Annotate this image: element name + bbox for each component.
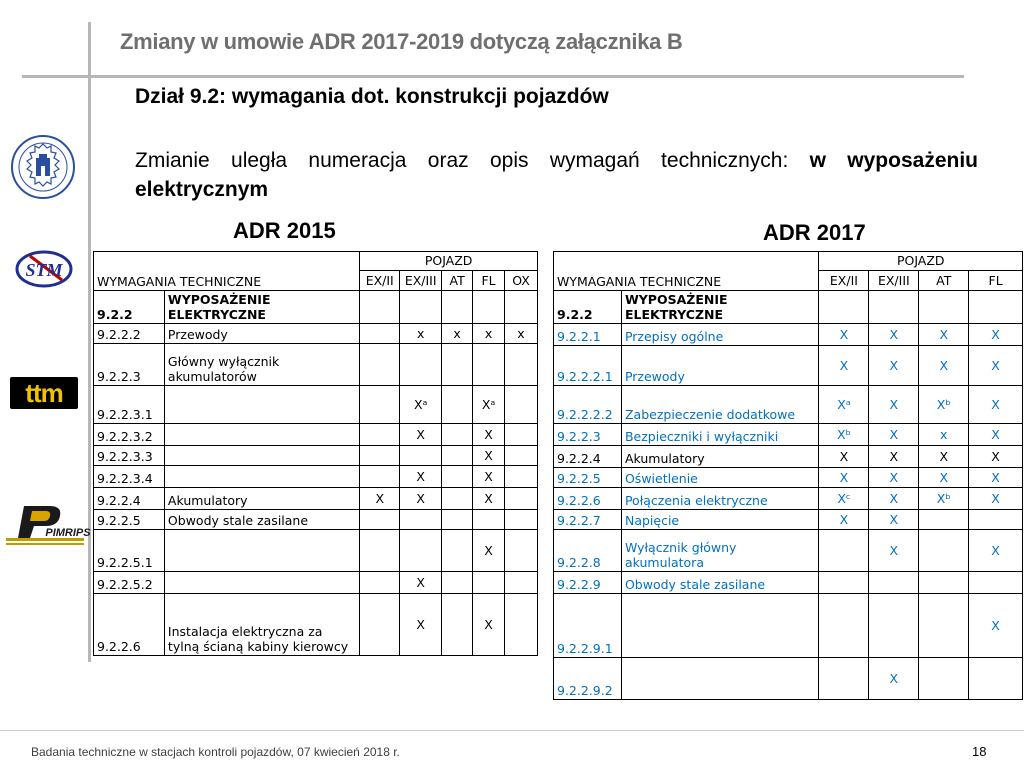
mark-cell: X [969,324,1023,346]
row-name: Obwody stale zasilane [621,572,819,594]
row-name: Bezpieczniki i wyłączniki [621,424,819,446]
row-number: 9.2.2.3 [94,344,165,386]
row-name: Obwody stale zasilane [164,510,359,530]
table-row [554,446,1023,468]
vehicle-header: POJAZD [360,252,538,271]
mark-cell [360,291,400,324]
mark-cell: X [919,324,969,346]
table-row [554,468,1023,488]
row-number: 9.2.2.2.2 [554,386,622,424]
mark-cell: x [505,324,538,344]
requirements-header: WYMAGANIA TECHNICZNE [94,270,360,291]
mark-cell [442,424,473,446]
mark-cell [505,510,538,530]
row-name: Zabezpieczenie dodatkowe [621,386,819,424]
mark-cell: X [969,468,1023,488]
table-row [94,510,538,530]
header-blank [94,252,360,271]
slide-header-title: Zmiany w umowie ADR 2017-2019 dotyczą załącznika B [120,29,683,54]
mark-cell: Xᵃ [400,386,442,424]
column-header: OX [505,270,538,291]
mark-cell [400,446,442,466]
mark-cell: X [473,466,505,488]
mark-cell: X [869,530,919,572]
row-name [164,386,359,424]
table-row [554,572,1023,594]
mark-cell: X [869,468,919,488]
adr2017-table [553,251,1023,700]
mark-cell [969,658,1023,700]
section-title: Dział 9.2: wymagania dot. konstrukcji pojazdów [135,85,609,108]
column-header: EX/III [400,270,442,291]
mark-cell [360,424,400,446]
mark-cell [360,344,400,386]
table-row [94,572,538,594]
mark-cell: X [969,386,1023,424]
mark-cell [969,291,1023,324]
row-name: WYPOSAŻENIE ELEKTRYCZNE [164,291,359,324]
mark-cell [442,446,473,466]
header-row [94,270,538,291]
mark-cell: X [869,488,919,510]
mark-cell [360,446,400,466]
mark-cell [819,572,869,594]
ttm-logo-text: ttm [25,377,63,408]
mark-cell [400,510,442,530]
row-name [164,424,359,446]
row-name: Wyłącznik główny akumulatora [621,530,819,572]
row-name: Oświetlenie [621,468,819,488]
adr2017-caption: ADR 2017 [763,220,866,245]
row-number: 9.2.2.6 [554,488,622,510]
header-row [94,252,538,271]
mark-cell: X [869,446,919,468]
mark-cell: X [473,488,505,510]
mark-cell [505,424,538,446]
mark-cell [442,572,473,594]
row-number: 9.2.2.1 [554,324,622,346]
table-row [94,324,538,344]
adr2015-table [93,251,538,656]
mark-cell: X [819,468,869,488]
mark-cell [505,594,538,656]
mark-cell [505,488,538,510]
row-number: 9.2.2.9.1 [554,594,622,658]
row-name: Przewody [164,324,359,344]
mark-cell [919,291,969,324]
mark-cell: X [869,346,919,386]
mark-cell [442,530,473,572]
university-seal-logo [10,134,76,200]
row-number: 9.2.2 [94,291,165,324]
row-number: 9.2.2.5 [94,510,165,530]
mark-cell [473,572,505,594]
row-number: 9.2.2.5.1 [94,530,165,572]
mark-cell [442,510,473,530]
table-row [94,446,538,466]
mark-cell [919,530,969,572]
pimrips-logo-text: PIMRIPS [45,527,91,539]
mark-cell: X [819,510,869,530]
mark-cell [400,530,442,572]
mark-cell: X [473,594,505,656]
mark-cell: X [819,446,869,468]
description-plain: Zmianie uległa numeracja oraz opis wymagań technicznych: [135,149,810,172]
table-row [554,530,1023,572]
column-header: AT [442,270,473,291]
mark-cell [969,572,1023,594]
mark-cell [919,658,969,700]
mark-cell: X [400,424,442,446]
mark-cell: Xᵃ [819,386,869,424]
table-row [554,291,1023,324]
mark-cell [819,594,869,658]
requirements-header: WYMAGANIA TECHNICZNE [554,270,819,291]
mark-cell [819,658,869,700]
table-row [94,530,538,572]
row-name [164,530,359,572]
mark-cell [360,594,400,656]
mark-cell [505,291,538,324]
row-number: 9.2.2.3.1 [94,386,165,424]
row-number: 9.2.2.9 [554,572,622,594]
column-header: EX/III [869,270,919,291]
row-number: 9.2.2.8 [554,530,622,572]
row-name: Akumulatory [164,488,359,510]
table-row [94,344,538,386]
mark-cell [969,510,1023,530]
mark-cell: Xᶜ [819,488,869,510]
stm-logo-text: STM [25,260,63,280]
row-number: 9.2.2.4 [94,488,165,510]
row-number: 9.2.2.3.3 [94,446,165,466]
column-header: EX/II [819,270,869,291]
mark-cell: Xᵇ [919,488,969,510]
table-row [554,510,1023,530]
mark-cell [360,530,400,572]
pimrips-logo [6,502,91,548]
header-row [554,252,1023,271]
row-name: Akumulatory [621,446,819,468]
row-name [164,446,359,466]
table-row [94,291,538,324]
row-name: Główny wyłącznik akumulatorów [164,344,359,386]
mark-cell [505,386,538,424]
description-bold: w wyposażeniu elektrycznym [135,149,978,201]
row-number: 9.2.2.2.1 [554,346,622,386]
column-header: FL [969,270,1023,291]
row-number: 9.2.2.5.2 [94,572,165,594]
mark-cell: X [969,488,1023,510]
mark-cell [473,291,505,324]
mark-cell: X [919,468,969,488]
mark-cell: X [400,466,442,488]
mark-cell [400,344,442,386]
mark-cell [360,386,400,424]
table-row [554,346,1023,386]
mark-cell [360,324,400,344]
table-row [554,386,1023,424]
row-name [164,466,359,488]
mark-cell: X [919,346,969,386]
mark-cell [919,594,969,658]
row-number: 9.2.2.3.2 [94,424,165,446]
mark-cell: X [400,488,442,510]
mark-cell [819,530,869,572]
mark-cell: X [969,346,1023,386]
mark-cell: X [969,530,1023,572]
mark-cell [869,291,919,324]
mark-cell: x [442,324,473,344]
mark-cell: X [473,446,505,466]
stm-logo [14,248,74,290]
table-row [554,488,1023,510]
header-row [554,270,1023,291]
row-number: 9.2.2 [554,291,622,324]
row-name: Instalacja elektryczna za tylną ścianą kabiny kierowcy [164,594,359,656]
mark-cell [505,344,538,386]
mark-cell: X [869,510,919,530]
adr2015-caption: ADR 2015 [233,218,336,243]
mark-cell [360,466,400,488]
row-number: 9.2.2.5 [554,468,622,488]
mark-cell: X [473,530,505,572]
mark-cell: X [969,446,1023,468]
header-blank [554,252,819,271]
mark-cell [473,344,505,386]
mark-cell [473,510,505,530]
row-name: Połączenia elektryczne [621,488,819,510]
row-name: WYPOSAŻENIE ELEKTRYCZNE [621,291,819,324]
mark-cell [869,572,919,594]
table-row [94,424,538,446]
mark-cell: X [400,594,442,656]
mark-cell [505,572,538,594]
row-number: 9.2.2.3.4 [94,466,165,488]
mark-cell [919,510,969,530]
ttm-logo [10,377,78,409]
row-number: 9.2.2.4 [554,446,622,468]
footer-rule [0,730,1024,731]
mark-cell: X [473,424,505,446]
row-name [621,594,819,658]
page-number: 18 [972,744,987,759]
table-row [554,594,1023,658]
mark-cell [442,488,473,510]
table-row [554,424,1023,446]
mark-cell [442,386,473,424]
vertical-rule [88,22,91,662]
mark-cell [360,572,400,594]
table-row [94,594,538,656]
table-row [94,386,538,424]
row-name [164,572,359,594]
row-number: 9.2.2.2 [94,324,165,344]
mark-cell [442,291,473,324]
row-name [621,658,819,700]
mark-cell [919,572,969,594]
mark-cell: X [819,324,869,346]
column-header: EX/II [360,270,400,291]
description-text [135,146,978,204]
mark-cell [360,510,400,530]
column-header: FL [473,270,505,291]
mark-cell: Xᵃ [473,386,505,424]
mark-cell: x [473,324,505,344]
mark-cell: X [969,424,1023,446]
mark-cell: X [869,324,919,346]
vehicle-header: POJAZD [819,252,1023,271]
mark-cell: Xᵇ [919,386,969,424]
row-name: Napięcie [621,510,819,530]
table-row [94,466,538,488]
table-row [554,324,1023,346]
mark-cell [442,594,473,656]
mark-cell: Xᵇ [819,424,869,446]
mark-cell: X [869,658,919,700]
row-number: 9.2.2.9.2 [554,658,622,700]
row-name: Przepisy ogólne [621,324,819,346]
table-row [554,658,1023,700]
row-name: Przewody [621,346,819,386]
mark-cell: X [819,346,869,386]
header-rule [22,75,964,78]
column-header: AT [919,270,969,291]
mark-cell: X [400,572,442,594]
mark-cell: X [360,488,400,510]
mark-cell: X [969,594,1023,658]
mark-cell [505,446,538,466]
footer-text: Badania techniczne w stacjach kontroli pojazdów, 07 kwiecień 2018 r. [31,745,400,759]
mark-cell [442,466,473,488]
mark-cell [505,466,538,488]
mark-cell [400,291,442,324]
mark-cell: X [919,446,969,468]
mark-cell: X [869,386,919,424]
mark-cell [819,291,869,324]
mark-cell: x [400,324,442,344]
mark-cell [442,344,473,386]
mark-cell [869,594,919,658]
mark-cell: x [919,424,969,446]
mark-cell: X [869,424,919,446]
row-number: 9.2.2.3 [554,424,622,446]
row-number: 9.2.2.7 [554,510,622,530]
row-number: 9.2.2.6 [94,594,165,656]
mark-cell [505,530,538,572]
table-row [94,488,538,510]
